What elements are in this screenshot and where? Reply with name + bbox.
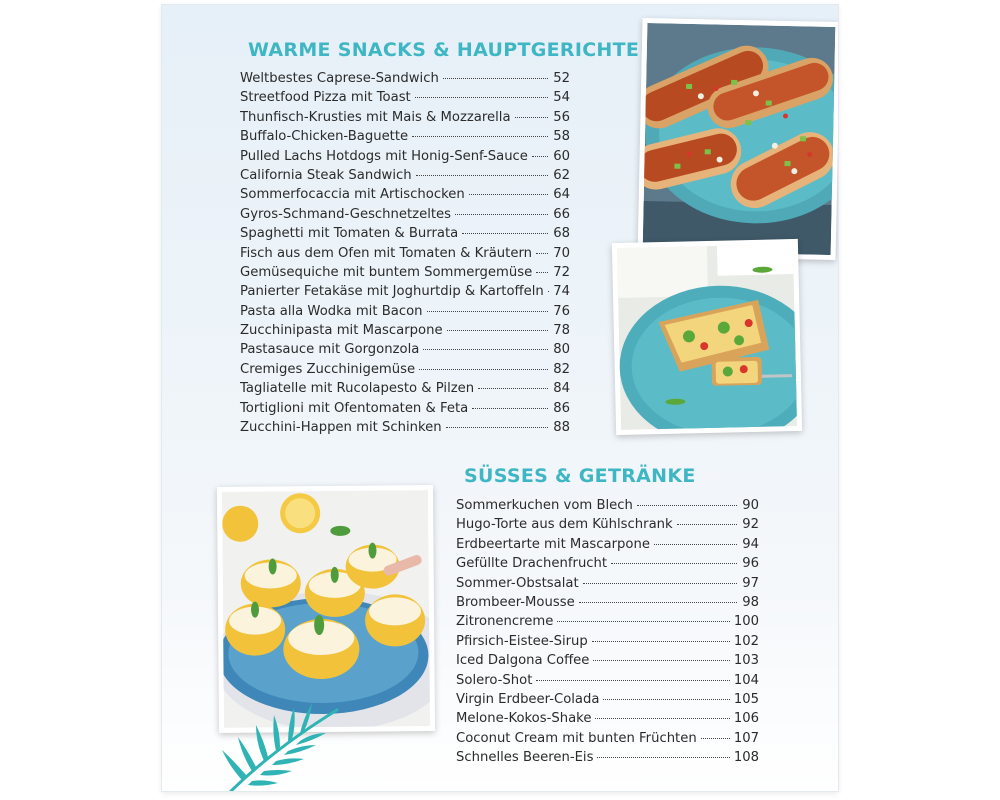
recipe-title: Brombeer-Mousse: [456, 594, 575, 610]
toc-entry[interactable]: [456, 653, 759, 672]
recipe-title: Melone-Kokos-Shake: [456, 711, 592, 727]
recipe-title: Zucchini-Happen mit Schinken: [240, 420, 442, 436]
toc-entry[interactable]: [240, 246, 570, 265]
toc-entry[interactable]: [456, 498, 759, 517]
table-of-contents-suesses: [456, 498, 759, 769]
page-number: 92: [742, 517, 759, 533]
toc-entry[interactable]: [240, 226, 570, 245]
toc-entry[interactable]: [240, 381, 570, 400]
dot-leader: [536, 272, 548, 273]
page-number: 94: [742, 536, 759, 552]
quiche-photo: [612, 239, 802, 435]
toc-entry[interactable]: [240, 420, 570, 439]
toc-entry[interactable]: [456, 595, 759, 614]
page-number: 70: [553, 245, 570, 261]
table-of-contents-warme-snacks: [240, 71, 570, 439]
page-number: 80: [553, 342, 570, 358]
dot-leader: [536, 680, 729, 681]
dot-leader: [427, 311, 549, 312]
recipe-title: California Steak Sandwich: [240, 167, 412, 183]
page-number: 90: [742, 498, 759, 513]
quiche-image: [617, 244, 797, 430]
section-title: WARME SNACKS & HAUPTGERICHTE: [240, 36, 653, 66]
recipe-title: Spaghetti mit Tomaten & Burrata: [240, 226, 459, 242]
toc-entry[interactable]: [240, 110, 570, 129]
page-number: 103: [733, 653, 759, 669]
dot-leader: [583, 583, 737, 584]
page-number: 56: [553, 109, 570, 125]
dot-leader: [515, 117, 548, 118]
palm-leaf-icon: [212, 695, 342, 791]
page-number: 104: [733, 672, 759, 688]
recipe-title: Erdbeertarte mit Mascarpone: [456, 536, 650, 552]
recipe-title: Weltbestes Caprese-Sandwich: [240, 71, 439, 86]
dot-leader: [532, 156, 548, 157]
toc-entry[interactable]: [456, 556, 759, 575]
recipe-title: Coconut Cream mit bunten Früchten: [456, 730, 697, 746]
toc-entry[interactable]: [240, 401, 570, 420]
toc-entry[interactable]: [240, 284, 570, 303]
recipe-title: Virgin Erdbeer-Colada: [456, 691, 600, 707]
dot-leader: [701, 738, 730, 739]
recipe-title: Fisch aus dem Ofen mit Tomaten & Kräutern: [240, 245, 533, 261]
page-number: 82: [553, 361, 570, 377]
page-number: 100: [733, 614, 759, 630]
recipe-title: Schnelles Beeren-Eis: [456, 750, 594, 766]
recipe-title: Sommerfocaccia mit Artischocken: [240, 187, 465, 203]
toc-entry[interactable]: [240, 168, 570, 187]
page-number: 84: [553, 381, 570, 397]
dot-leader: [593, 660, 729, 661]
page-number: 72: [553, 264, 570, 280]
toc-entry[interactable]: [240, 362, 570, 381]
recipe-title: Pfirsich-Eistee-Sirup: [456, 633, 588, 649]
page-number: 107: [733, 730, 759, 746]
toc-entry[interactable]: [456, 517, 759, 536]
section-heading-suesses: [456, 462, 710, 492]
dot-leader: [592, 641, 730, 642]
page-number: 64: [553, 187, 570, 203]
toc-entry[interactable]: [456, 614, 759, 633]
recipe-title: Zucchinipasta mit Mascarpone: [240, 323, 443, 339]
dot-leader: [611, 563, 737, 564]
toc-entry[interactable]: [240, 149, 570, 168]
toc-entry[interactable]: [240, 71, 570, 90]
recipe-title: Cremiges Zucchinigemüse: [240, 361, 416, 377]
recipe-title: Pulled Lachs Hotdogs mit Honig-Senf-Sauce: [240, 148, 528, 164]
page-number: 105: [733, 691, 759, 707]
dot-leader: [677, 524, 737, 525]
recipe-title: Buffalo-Chicken-Baguette: [240, 129, 409, 145]
dot-leader: [412, 136, 548, 137]
dot-leader: [557, 621, 729, 622]
dot-leader: [469, 194, 548, 195]
page-number: 62: [553, 167, 570, 183]
page-number: 88: [553, 420, 570, 436]
toc-entry[interactable]: [456, 692, 759, 711]
page-number: 66: [553, 206, 570, 222]
toc-entry[interactable]: [240, 342, 570, 361]
hotdog-image: [643, 23, 836, 255]
page-number: 68: [553, 226, 570, 242]
section-title: SÜSSES & GETRÄNKE: [456, 462, 710, 492]
lemon-cream-image: [222, 490, 430, 728]
toc-entry[interactable]: [456, 731, 759, 750]
page-number: 78: [553, 323, 570, 339]
dot-leader: [446, 427, 548, 428]
dot-leader: [423, 349, 548, 350]
recipe-title: Hugo-Torte aus dem Kühlschrank: [456, 517, 673, 533]
recipe-title: Panierter Fetakäse mit Joghurtdip & Kartoffeln: [240, 284, 544, 300]
dot-leader: [654, 544, 737, 545]
toc-entry[interactable]: [240, 265, 570, 284]
toc-entry[interactable]: [240, 304, 570, 323]
toc-entry[interactable]: [456, 750, 759, 769]
toc-entry[interactable]: [456, 673, 759, 692]
toc-entry[interactable]: [456, 537, 759, 556]
recipe-title: Pastasauce mit Gorgonzola: [240, 342, 420, 358]
page-number: 54: [553, 90, 570, 106]
dot-leader: [637, 505, 737, 506]
page-number: 97: [742, 575, 759, 591]
recipe-title: Sommerkuchen vom Blech: [456, 498, 633, 513]
dot-leader: [597, 757, 729, 758]
recipe-title: Sommer-Obstsalat: [456, 575, 579, 591]
recipe-title: Tortiglioni mit Ofentomaten & Feta: [240, 400, 469, 416]
recipe-title: Pasta alla Wodka mit Bacon: [240, 303, 423, 319]
dot-leader: [478, 388, 548, 389]
page-number: 96: [742, 556, 759, 572]
dot-leader: [419, 369, 548, 370]
toc-entry[interactable]: [456, 711, 759, 730]
recipe-title: Thunfisch-Krusties mit Mais & Mozzarella: [240, 109, 511, 125]
page-number: 74: [553, 284, 570, 300]
toc-entry[interactable]: [240, 323, 570, 342]
page-number: 102: [733, 633, 759, 649]
page-number: 98: [742, 594, 759, 610]
page-number: 86: [553, 400, 570, 416]
toc-entry[interactable]: [240, 187, 570, 206]
toc-entry[interactable]: [456, 576, 759, 595]
dot-leader: [462, 233, 548, 234]
toc-entry[interactable]: [240, 90, 570, 109]
hotdog-photo: [638, 18, 838, 260]
dot-leader: [415, 97, 548, 98]
toc-entry[interactable]: [456, 634, 759, 653]
page-number: 106: [733, 711, 759, 727]
dot-leader: [443, 78, 548, 79]
toc-entry[interactable]: [240, 129, 570, 148]
recipe-title: Iced Dalgona Coffee: [456, 653, 590, 669]
page-number: 58: [553, 129, 570, 145]
recipe-title: Streetfood Pizza mit Toast: [240, 90, 411, 106]
recipe-title: Zitronencreme: [456, 614, 554, 630]
recipe-title: Solero-Shot: [456, 672, 533, 688]
dot-leader: [455, 214, 548, 215]
dot-leader: [447, 330, 548, 331]
recipe-title: Gyros-Schmand-Geschnetzeltes: [240, 206, 452, 222]
dot-leader: [595, 718, 729, 719]
dot-leader: [472, 408, 548, 409]
page-number: 52: [553, 71, 570, 86]
toc-entry[interactable]: [240, 207, 570, 226]
recipe-title: Gemüsequiche mit buntem Sommergemüse: [240, 264, 533, 280]
page-number: 108: [733, 750, 759, 766]
recipe-title: Tagliatelle mit Rucolapesto & Pilzen: [240, 381, 475, 397]
dot-leader: [579, 602, 737, 603]
book-page: [162, 5, 838, 791]
dot-leader: [416, 175, 548, 176]
dot-leader: [536, 253, 548, 254]
section-heading-warme-snacks: [240, 36, 653, 66]
page-number: 60: [553, 148, 570, 164]
page-number: 76: [553, 303, 570, 319]
dot-leader: [603, 699, 729, 700]
recipe-title: Gefüllte Drachenfrucht: [456, 556, 608, 572]
